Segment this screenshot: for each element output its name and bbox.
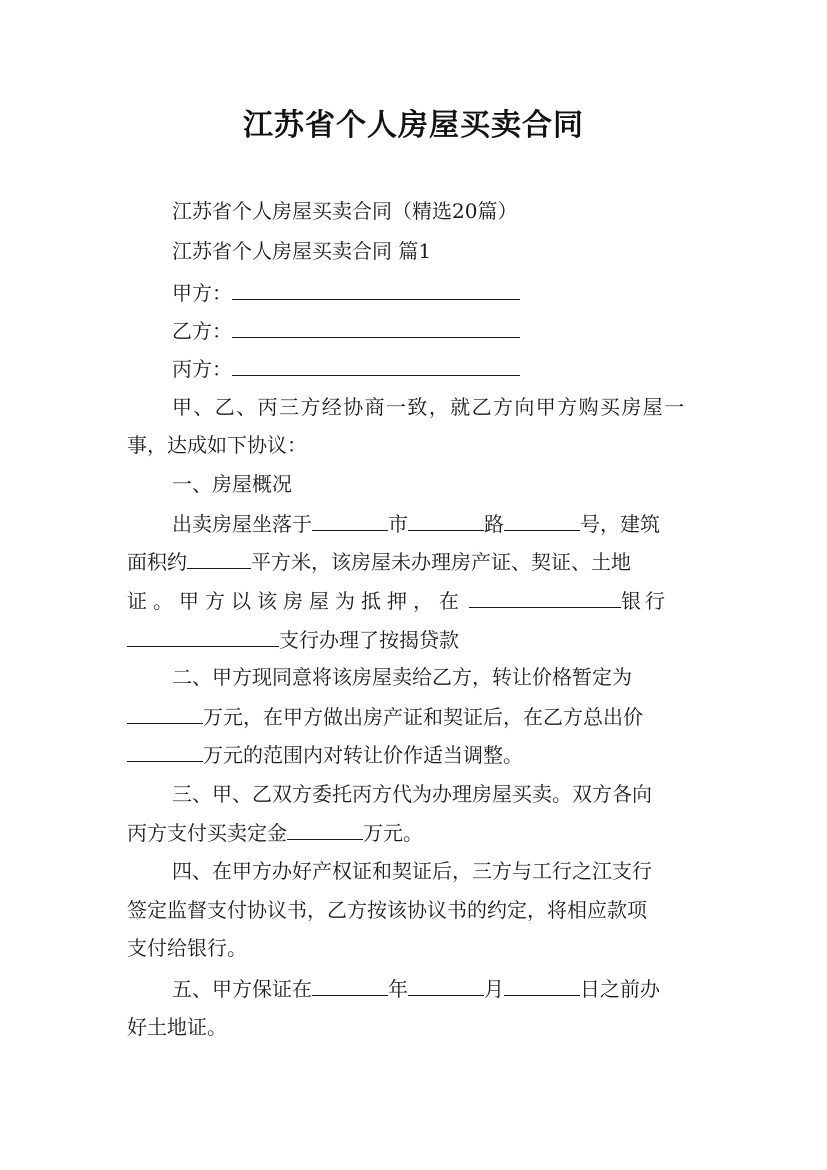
deposit-label: 丙方支付买卖定金	[127, 821, 287, 845]
year-blank	[312, 975, 388, 996]
number-label: 号，建筑	[580, 512, 660, 536]
party-b-label: 乙方：	[172, 319, 232, 343]
month-blank	[408, 975, 484, 996]
section-3-line-2	[127, 819, 423, 846]
document-title: 江苏省个人房屋买卖合同	[243, 108, 584, 143]
area-unit-text: 平方米，该房屋未办理房产证、契证、土地	[251, 550, 631, 574]
year-label: 年	[388, 977, 408, 1001]
month-label: 月	[484, 977, 504, 1001]
total-price-blank	[127, 741, 203, 762]
bank-blank	[469, 587, 621, 608]
party-c-blank	[232, 355, 520, 376]
branch-blank	[127, 626, 279, 647]
section-4-line-1: 四、在甲方办好产权证和契证后，三方与工行之江支行	[172, 859, 652, 883]
section-5-line-2: 好土地证。	[127, 1015, 227, 1039]
deposit-blank	[287, 819, 363, 840]
road-label: 路	[484, 512, 504, 536]
party-a-blank	[232, 279, 520, 300]
section-1-line-2	[127, 548, 631, 575]
preamble-line-1: 甲、乙、丙三方经协商一致，就乙方向甲方购买房屋一	[172, 395, 686, 419]
guarantee-label: 五、甲方保证在	[172, 977, 312, 1001]
day-label: 日之前办	[580, 977, 660, 1001]
section-5-line-1	[172, 975, 660, 1002]
party-c-line	[172, 355, 520, 382]
section-2-line-3	[127, 741, 523, 768]
section-2-line-2	[127, 703, 643, 730]
road-blank	[408, 510, 484, 531]
section-1-line-3	[127, 587, 669, 614]
range-text: 万元的范围内对转让价作适当调整。	[203, 743, 523, 767]
subtitle: 江苏省个人房屋买卖合同（精选20篇）	[172, 199, 518, 223]
loan-text: 支行办理了按揭贷款	[279, 628, 459, 652]
price-text: 万元，在甲方做出房产证和契证后，在乙方总出价	[203, 705, 643, 729]
section-2-line-1: 二、甲方现同意将该房屋卖给乙方，转让价格暂定为	[172, 665, 632, 689]
city-blank	[312, 510, 388, 531]
area-blank	[187, 548, 251, 569]
number-blank	[504, 510, 580, 531]
mortgage-text: 证。甲方以该房屋为抵押，在	[127, 589, 465, 613]
bank-label: 银行	[621, 589, 669, 613]
section-4-line-2: 签定监督支付协议书，乙方按该协议书的约定，将相应款项	[127, 898, 647, 922]
city-label: 市	[388, 512, 408, 536]
part-heading: 江苏省个人房屋买卖合同 篇1	[172, 239, 432, 263]
section-1-line-4	[127, 626, 459, 653]
party-a-label: 甲方：	[172, 281, 232, 305]
section-4-line-3: 支付给银行。	[127, 936, 247, 960]
day-blank	[504, 975, 580, 996]
party-b-line	[172, 317, 520, 344]
section-3-line-1: 三、甲、乙双方委托丙方代为办理房屋买卖。双方各向	[172, 782, 652, 806]
area-label: 面积约	[127, 550, 187, 574]
location-label: 出卖房屋坐落于	[172, 512, 312, 536]
preamble-line-2: 事，达成如下协议：	[127, 433, 307, 457]
party-b-blank	[232, 317, 520, 338]
price-blank	[127, 703, 203, 724]
section-1-heading: 一、房屋概况	[172, 472, 292, 496]
deposit-unit: 万元。	[363, 821, 423, 845]
section-1-line-1	[172, 510, 660, 537]
party-c-label: 丙方：	[172, 357, 232, 381]
party-a-line	[172, 279, 520, 306]
